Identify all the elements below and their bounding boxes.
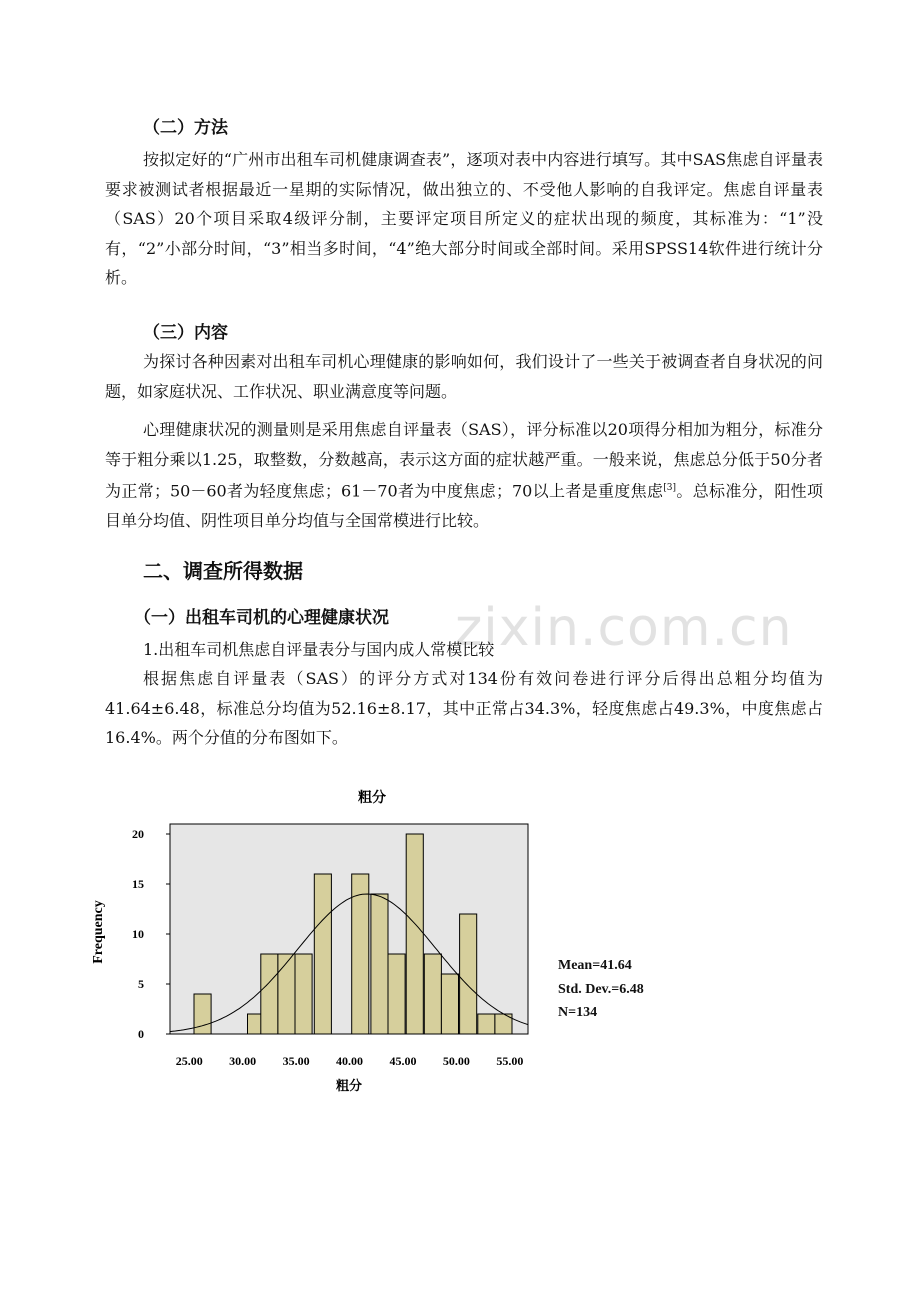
data-section-heading: 二、调查所得数据 [143,559,303,583]
x-tick-label: 50.00 [442,1054,470,1068]
histogram-bar [406,834,423,1034]
content-text-2: 心理健康状况的测量则是采用焦虑自评量表（SAS），评分标准以20项得分相加为粗分，标准分等于粗分乘以1.25，取整数，分数越高，表示这方面的症状越严重。一般来说，焦虑总分低于50分者为正常；50－60者为轻度焦虑；61－70者为中度焦虑；70以上者是重度焦虑 [105,420,823,501]
content-text-3: 。总标准分，阳性项目单分均值、阴性项目单分均值与全国常模进行比较。 [105,481,823,530]
methods-heading: （二）方法 [143,118,228,138]
stat-std-dev: Std. Dev.=6.48 [558,982,644,997]
x-tick-label: 45.00 [389,1054,417,1068]
histogram-bar [352,874,369,1034]
histogram-bar [424,954,441,1034]
y-tick-label: 10 [132,927,144,941]
x-axis-label: 粗分 [335,1079,363,1094]
histogram-bar [460,914,477,1034]
y-axis-label: Frequency [91,900,106,964]
histogram-bar [441,974,458,1034]
content-paragraph-2 [105,415,823,535]
histogram-bar [478,1014,495,1034]
mental-health-subheading: （一）出租车司机的心理健康状况 [134,608,389,628]
y-tick-label: 0 [138,1027,144,1041]
methods-paragraph: 按拟定好的“广州市出租车司机健康调查表”，逐项对表中内容进行填写。其中SAS焦虑自评量表要求被测试者根据最近一星期的实际情况，做出独立的、不受他人影响的自我评定。焦虑自评量表（SAS）20个项目采取4级评分制，主要评定项目所定义的症状出现的频度，其标准为：“1”没有，“2”小部分时间，“3”相当多时间，“4”绝大部分时间或全部时间。采用SPSS14软件进行统计分析。 [105,150,823,287]
histogram-chart [80,780,550,1100]
data-paragraph: 根据焦虑自评量表（SAS）的评分方式对134份有效问卷进行评分后得出总粗分均值为41.64±6.48，标准总分均值为52.16±8.17，其中正常占34.3%，轻度焦虑占49.3%，中度焦虑占16.4%。两个分值的分布图如下。 [105,669,823,747]
item-heading: 1.出租车司机焦虑自评量表分与国内成人常模比较 [143,640,495,659]
stat-n: N=134 [558,1005,598,1020]
content-paragraph-1: 为探讨各种因素对出租车司机心理健康的影响如何，我们设计了一些关于被调查者自身状况的问题，如家庭状况、工作状况、职业满意度等问题。 [105,352,823,401]
stat-mean: Mean=41.64 [558,958,632,973]
histogram-bar [314,874,331,1034]
histogram-bar [295,954,312,1034]
x-tick-label: 25.00 [175,1054,203,1068]
y-tick-label: 5 [138,977,144,991]
histogram-bar [388,954,405,1034]
histogram-bar [194,994,211,1034]
watermark: zixin.com.cn [455,598,793,658]
histogram-bar [261,954,278,1034]
chart-title: 粗分 [358,790,386,806]
histogram-bar [278,954,295,1034]
content-heading: （三）内容 [143,323,228,343]
x-tick-label: 30.00 [229,1054,257,1068]
y-tick-label: 20 [132,827,144,841]
histogram-bar [371,894,388,1034]
x-tick-label: 40.00 [336,1054,364,1068]
x-tick-label: 55.00 [496,1054,524,1068]
y-tick-label: 15 [132,877,144,891]
reference-mark[interactable]: [3] [663,483,677,493]
x-tick-label: 35.00 [282,1054,310,1068]
